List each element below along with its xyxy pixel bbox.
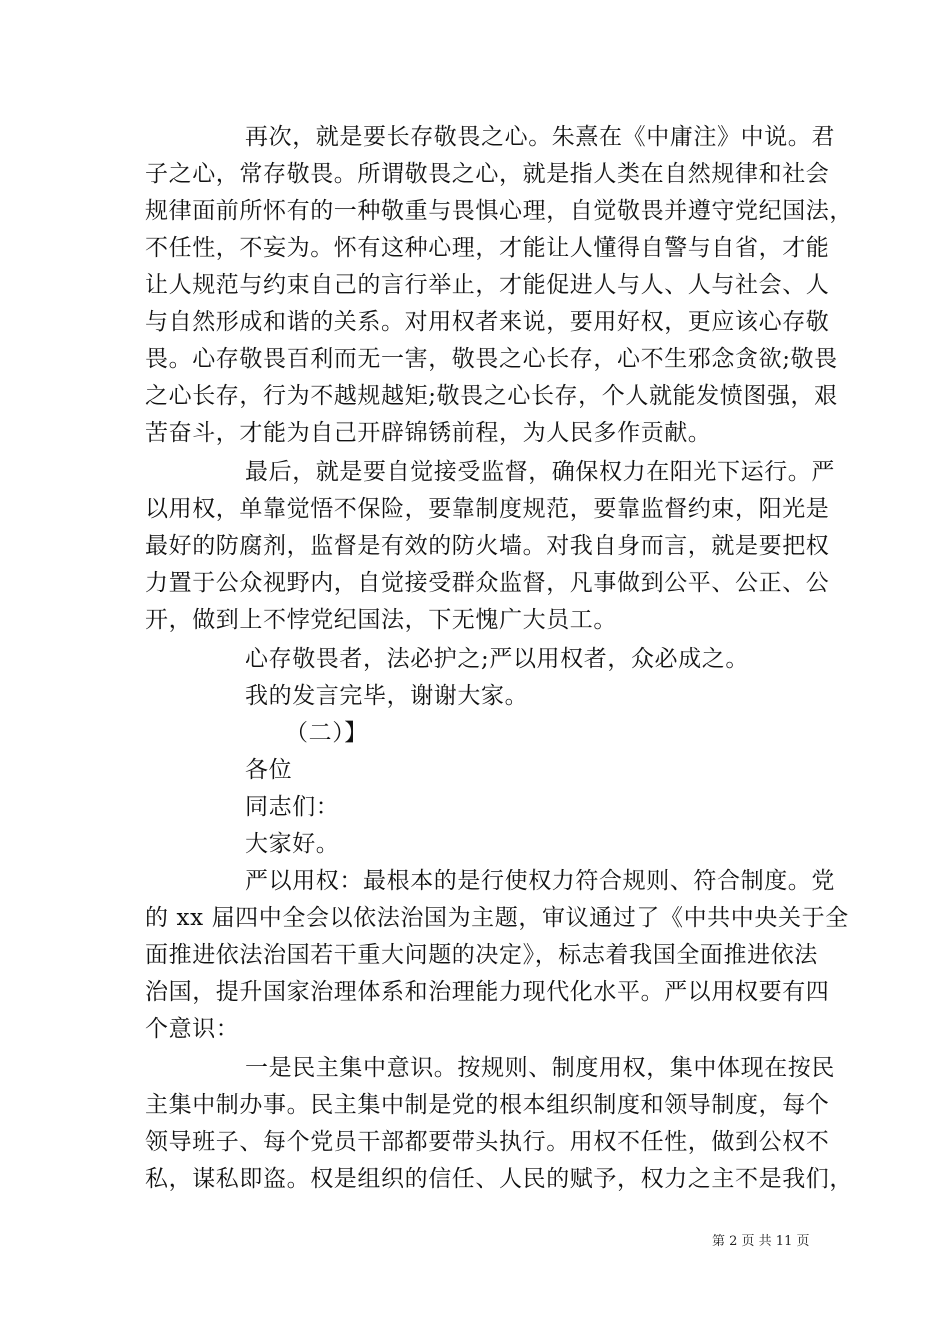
text-line: 之心长存，行为不越规越矩;敬畏之心长存，个人就能发愤图强，艰 bbox=[145, 383, 838, 409]
text-line: 子之心，常存敬畏。所谓敬畏之心，就是指人类在自然规律和社会 bbox=[145, 161, 830, 187]
text-line: 最后，就是要自觉接受监督，确保权力在阳光下运行。严 bbox=[245, 459, 835, 485]
text-line: 私，谋私即盗。权是组织的信任、人民的赋予，权力之主不是我们， bbox=[145, 1166, 853, 1192]
text-line: 力置于公众视野内，自觉接受群众监督，凡事做到公平、公正、公 bbox=[145, 570, 830, 596]
page-footer: 第 2 页 共 11 页 bbox=[712, 1234, 810, 1249]
text-line: 严以用权：最根本的是行使权力符合规则、符合制度。党 bbox=[245, 868, 835, 894]
text-line: 再次，就是要长存敬畏之心。朱熹在《中庸注》中说。君 bbox=[245, 124, 835, 150]
text-line: 的 xx 届四中全会以依法治国为主题，审议通过了《中共中央关于全 bbox=[145, 905, 849, 931]
text-line: 个意识： bbox=[145, 1016, 240, 1042]
text-line: 规律面前所怀有的一种敬重与畏惧心理，自觉敬畏并遵守党纪国法， bbox=[145, 198, 853, 224]
text-line: 我的发言完毕，谢谢大家。 bbox=[245, 683, 529, 709]
text-line: 领导班子、每个党员干部都要带头执行。用权不任性，做到公权不 bbox=[145, 1129, 830, 1155]
text-line: 与自然形成和谐的关系。对用权者来说，要用好权，更应该心存敬 bbox=[145, 309, 830, 335]
text-line: 各位 bbox=[245, 757, 293, 783]
text-line: 以用权，单靠觉悟不保险，要靠制度规范，要靠监督约束，阳光是 bbox=[145, 496, 830, 522]
text-line: 一是民主集中意识。按规则、制度用权，集中体现在按民 bbox=[245, 1055, 835, 1081]
text-line: 畏。心存敬畏百利而无一害，敬畏之心长存，心不生邪念贪欲;敬畏 bbox=[145, 346, 838, 372]
text-line: 苦奋斗，才能为自己开辟锦锈前程，为人民多作贡献。 bbox=[145, 420, 712, 446]
text-line: 同志们： bbox=[245, 794, 340, 820]
section-heading: （二）】 bbox=[285, 720, 368, 746]
text-line: 大家好。 bbox=[245, 831, 340, 857]
text-line: 让人规范与约束自己的言行举止，才能促进人与人、人与社会、人 bbox=[145, 272, 830, 298]
text-line: 不任性，不妄为。怀有这种心理，才能让人懂得自警与自省，才能 bbox=[145, 235, 830, 261]
text-line: 心存敬畏者，法必护之;严以用权者，众必成之。 bbox=[245, 646, 749, 672]
text-line: 主集中制办事。民主集中制是党的根本组织制度和领导制度，每个 bbox=[145, 1092, 830, 1118]
text-line: 最好的防腐剂，监督是有效的防火墙。对我自身而言，就是要把权 bbox=[145, 533, 830, 559]
text-line: 开，做到上不悖党纪国法，下无愧广大员工。 bbox=[145, 607, 617, 633]
text-line: 面推进依法治国若干重大问题的决定》，标志着我国全面推进依法 bbox=[145, 942, 818, 968]
text-line: 治国，提升国家治理体系和治理能力现代化水平。严以用权要有四 bbox=[145, 979, 830, 1005]
